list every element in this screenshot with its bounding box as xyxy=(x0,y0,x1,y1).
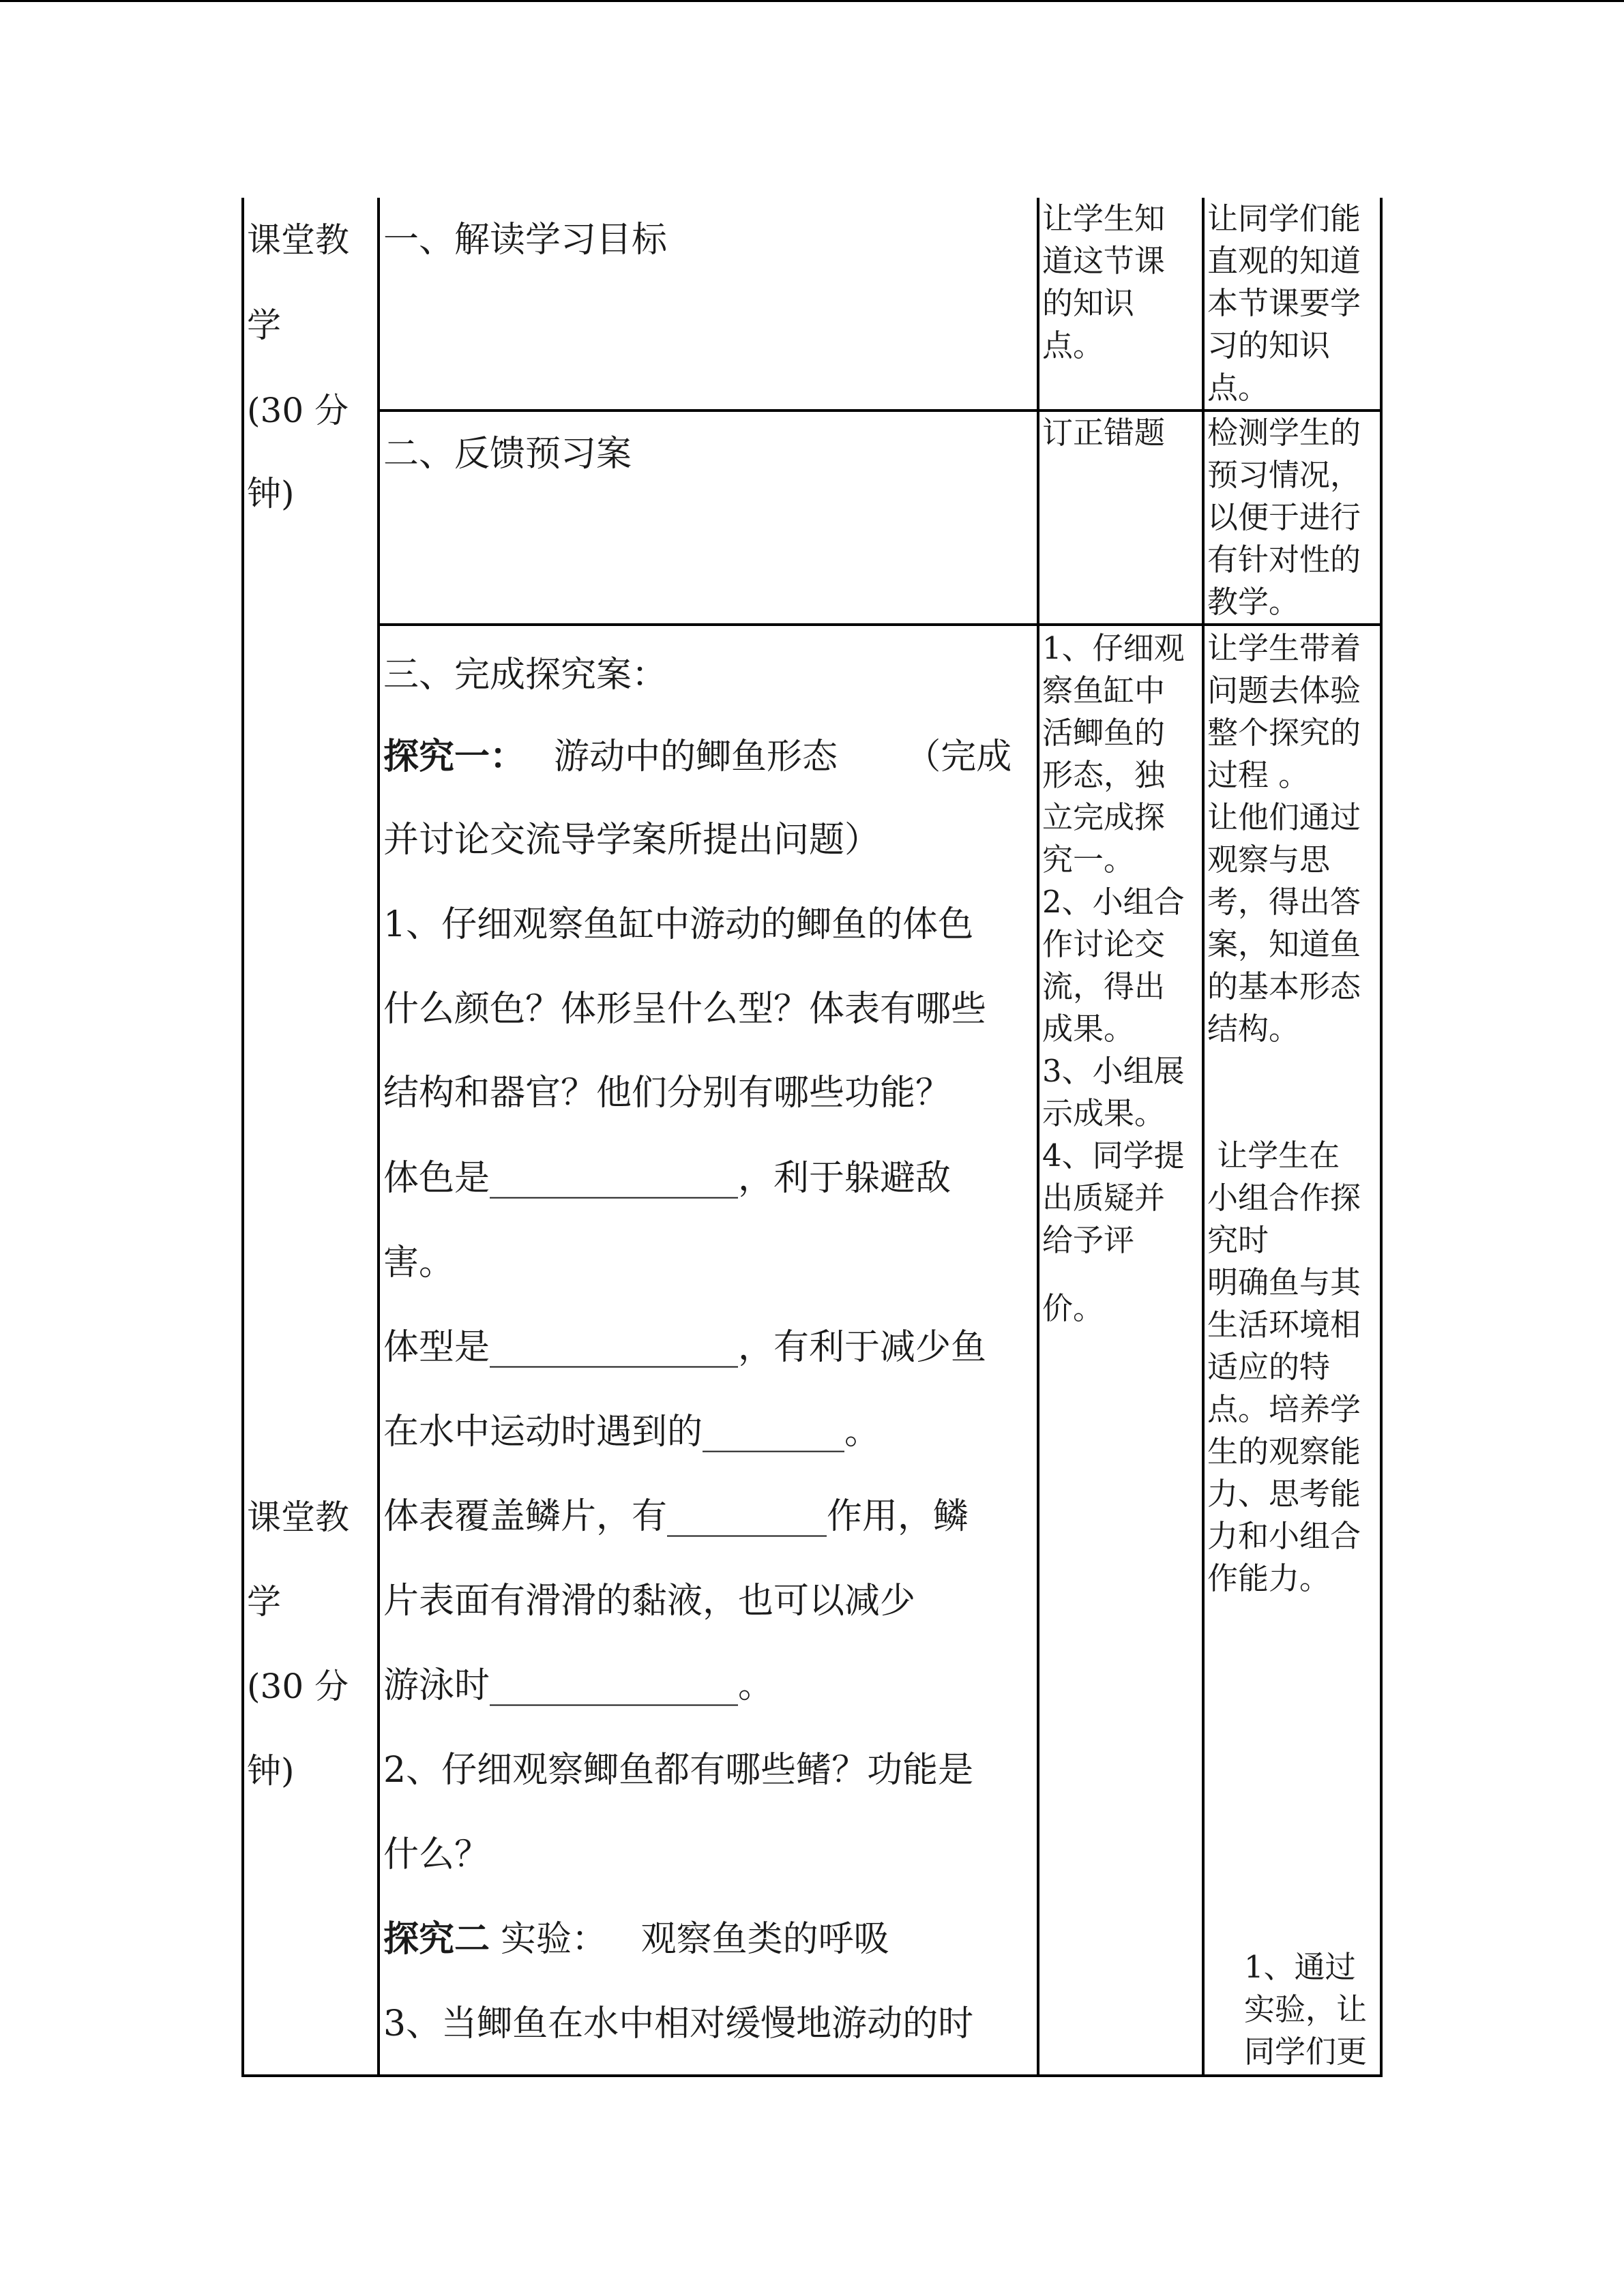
intent-line: 案，知道鱼 xyxy=(1207,926,1361,962)
activity-line: 流，得出 xyxy=(1042,968,1166,1004)
activity-line: 立完成探 xyxy=(1042,799,1166,835)
activity-line: 让学生知 xyxy=(1042,200,1166,237)
intent-line: 力和小组合 xyxy=(1207,1518,1361,1554)
step-title-feedback: 二、反馈预习案 xyxy=(383,434,632,475)
intent-line: 生活环境相 xyxy=(1207,1307,1361,1343)
activity-line: 形态，独 xyxy=(1042,757,1166,793)
intent-line: 明确鱼与其 xyxy=(1207,1264,1361,1300)
intent-line: 作能力。 xyxy=(1207,1560,1331,1596)
content-line: 片表面有滑滑的黏液，也可以减少 xyxy=(383,1581,916,1622)
intent-line: 同学们更 xyxy=(1244,2033,1368,2070)
table-border-right xyxy=(1380,198,1383,2077)
activity-line: 出质疑并 xyxy=(1042,1180,1166,1216)
intent-line: 预习情况， xyxy=(1207,457,1361,493)
intent-line: 问题去体验 xyxy=(1207,672,1361,709)
section-label-line: 钟) xyxy=(247,1751,295,1791)
intent-line: 有针对性的 xyxy=(1207,541,1361,578)
activity-line: 示成果。 xyxy=(1042,1095,1166,1131)
section-label-line: (30 分 xyxy=(247,391,349,430)
table-border-bottom xyxy=(241,2074,1383,2077)
intent-line: 究时 xyxy=(1207,1222,1269,1258)
intent-line: 力、思考能 xyxy=(1207,1476,1361,1512)
activity-line: 3、小组展 xyxy=(1042,1053,1185,1089)
intent-line: 直观的知道 xyxy=(1207,243,1361,279)
activity-line: 给予评 xyxy=(1042,1222,1135,1258)
intent-line: 本节课要学 xyxy=(1207,285,1361,321)
intent-line: 整个探究的 xyxy=(1207,715,1361,751)
section-label-line: (30 分 xyxy=(247,1667,349,1706)
intent-line: 以便于进行 xyxy=(1207,499,1361,535)
content-line: 并讨论交流导学案所提出问题） xyxy=(383,820,881,861)
activity-line: 成果。 xyxy=(1042,1011,1135,1047)
activity-line: 察鱼缸中 xyxy=(1042,672,1166,709)
intent-line: 教学。 xyxy=(1207,584,1300,620)
intent-line: 检测学生的 xyxy=(1207,415,1361,451)
content-line: 什么？ xyxy=(383,1834,490,1875)
intent-line: 点。 xyxy=(1207,370,1269,406)
step-title-inquiry: 三、完成探究案： xyxy=(383,655,668,696)
inquiry-two-heading xyxy=(383,1918,889,1960)
table-row-divider-1 xyxy=(379,409,1383,412)
activity-line: 1、仔细观 xyxy=(1042,630,1185,666)
intent-line: 让他们通过 xyxy=(1207,799,1361,835)
table-divider-2 xyxy=(1037,198,1039,2077)
activity-line: 道这节课 xyxy=(1042,243,1166,279)
intent-line: 考，得出答 xyxy=(1207,884,1361,920)
table-divider-1 xyxy=(377,198,380,2077)
inquiry-one-label: 探究一： xyxy=(383,736,526,777)
activity-line: 4、同学提 xyxy=(1042,1137,1185,1174)
activity-line: 活鲫鱼的 xyxy=(1042,715,1166,751)
section-label-line: 钟) xyxy=(247,474,295,513)
activity-line: 价。 xyxy=(1042,1290,1104,1326)
inquiry-two-title: 实验： 观察鱼类的呼吸 xyxy=(501,1919,889,1960)
section-label-line: 课堂教 xyxy=(247,220,349,260)
intent-line: 点。培养学 xyxy=(1207,1391,1361,1427)
activity-line: 点。 xyxy=(1042,327,1104,363)
section-label-line: 课堂教 xyxy=(247,1497,349,1537)
inquiry-two-label: 探究二 xyxy=(383,1918,490,1960)
question-2: 2、仔细观察鲫鱼都有哪些鳍？功能是 xyxy=(383,1750,974,1791)
intent-line: 结构。 xyxy=(1207,1011,1300,1047)
section-label-line: 学 xyxy=(247,305,281,345)
activity-line: 订正错题 xyxy=(1042,415,1166,451)
intent-line: 观察与思 xyxy=(1207,841,1331,878)
intent-line: 适应的特 xyxy=(1207,1349,1331,1385)
intent-line: 让学生带着 xyxy=(1207,630,1361,666)
fill-blank-scales: 体表覆盖鳞片，有_________作用，鳞 xyxy=(383,1496,969,1537)
intent-line: 的基本形态 xyxy=(1207,968,1361,1004)
page-top-border xyxy=(0,0,1624,2)
activity-line: 的知识 xyxy=(1042,285,1135,321)
question-3: 3、当鲫鱼在水中相对缓慢地游动的时 xyxy=(383,2003,974,2044)
content-line: 游泳时______________。 xyxy=(383,1665,774,1706)
activity-line: 作讨论交 xyxy=(1042,926,1166,962)
content-line: 在水中运动时遇到的________。 xyxy=(383,1412,881,1452)
step-title-objectives: 一、解读学习目标 xyxy=(383,220,668,260)
content-line: 害。 xyxy=(383,1242,455,1283)
intent-line: 让同学们能 xyxy=(1207,200,1361,237)
table-divider-3 xyxy=(1202,198,1205,2077)
inquiry-one-title: 游动中的鲫鱼形态 （完成 xyxy=(554,736,1012,777)
table-border-left xyxy=(241,198,244,2077)
section-label-line: 学 xyxy=(247,1582,281,1622)
activity-line: 2、小组合 xyxy=(1042,884,1185,920)
content-line: 什么颜色？体形呈什么型？体表有哪些 xyxy=(383,989,987,1030)
inquiry-one-heading xyxy=(383,736,1012,777)
content-line: 结构和器官？他们分别有哪些功能？ xyxy=(383,1073,951,1114)
fill-blank-body-color: 体色是______________，利于躲避敌 xyxy=(383,1158,951,1199)
activity-line: 究一。 xyxy=(1042,841,1135,878)
table-row-divider-2 xyxy=(379,623,1383,626)
intent-line: 过程 。 xyxy=(1207,757,1310,793)
question-1: 1、仔细观察鱼缸中游动的鲫鱼的体色 xyxy=(383,904,974,945)
intent-line: 习的知识 xyxy=(1207,327,1331,363)
intent-line: 1、通过 xyxy=(1244,1949,1356,1985)
intent-line: 小组合作探 xyxy=(1207,1180,1361,1216)
intent-line: 实验，让 xyxy=(1244,1991,1368,2027)
intent-line: 生的观察能 xyxy=(1207,1433,1361,1470)
fill-blank-body-shape: 体型是______________，有利于减少鱼 xyxy=(383,1327,987,1368)
intent-line: 让学生在 xyxy=(1207,1137,1340,1174)
